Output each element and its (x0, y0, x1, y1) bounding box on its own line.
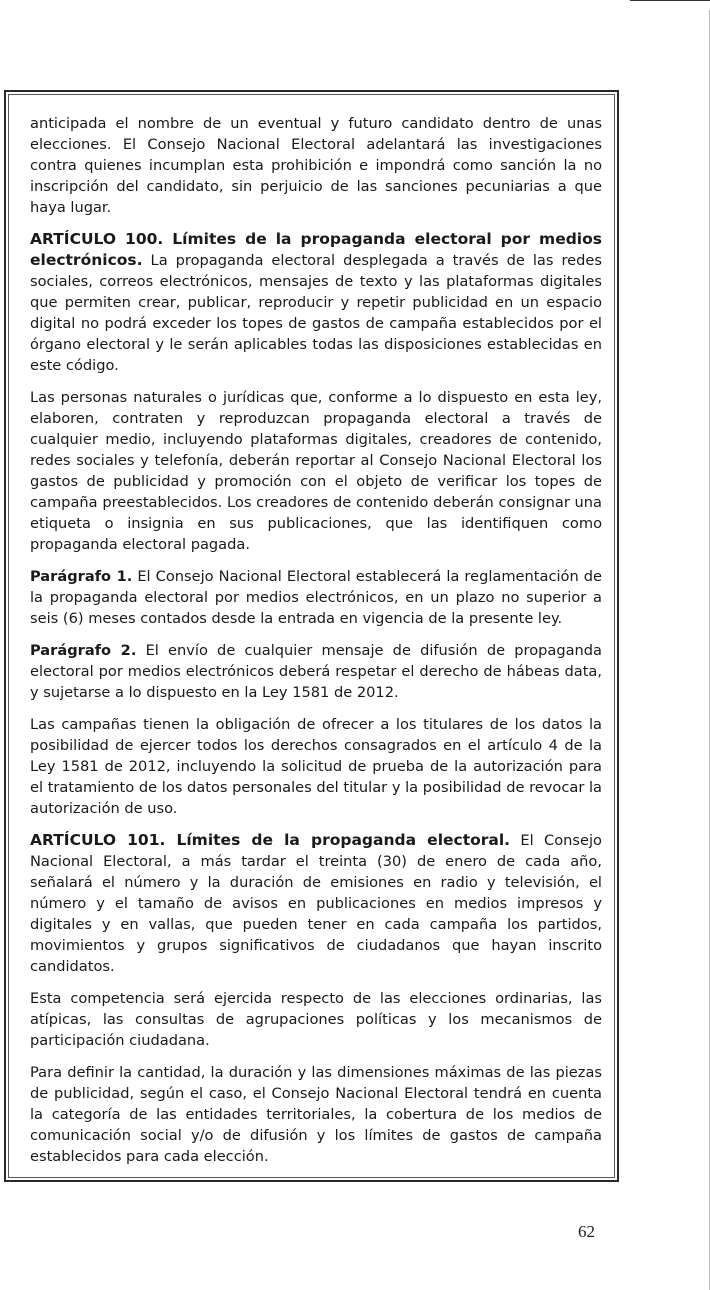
paragrafo-2 (30, 640, 602, 703)
paragrafo-1 (30, 566, 602, 629)
paragraph-competence: Esta competencia será ejercida respecto de las elecciones ordinarias, las atípicas, las consultas de agrupaciones políticas y los mecanismos de participación ciudadana. (30, 990, 602, 1049)
paragrafo-1-body: El Consejo Nacional Electoral establecerá la reglamentación de la propaganda electoral por medios electrónicos, en un plazo no superior a seis (6) meses contados desde la entrada en vigencia de la presente ley. (30, 568, 602, 627)
document-body (30, 113, 602, 1178)
top-rule (630, 0, 710, 1)
paragrafo-2-label: Parágrafo 2. (30, 642, 137, 659)
article-100-title: ARTÍCULO 100. Límites de la propaganda electoral por medios electrónicos. (30, 230, 602, 269)
paragraph-definitions: Para definir la cantidad, la duración y las dimensiones máximas de las piezas de publicidad, según el caso, el Consejo Nacional Electoral tendrá en cuenta la categoría de las entidades territoriales, la cobertura de los medios de comunicación social y/o de difusión y los límites de gastos de campaña establecidos para cada elección. (30, 1064, 602, 1165)
article-101 (30, 830, 602, 977)
paragraph-campaign-obligations: Las campañas tienen la obligación de ofrecer a los titulares de los datos la posibilidad de ejercer todos los derechos consagrados en el artículo 4 de la Ley 1581 de 2012, incluyendo la solicitud de prueba de la autorización para el tratamiento de los datos personales del titular y la posibilidad de revocar la autorización de uso. (30, 716, 602, 817)
article-101-body: El Consejo Nacional Electoral, a más tardar el treinta (30) de enero de cada año, señalará el número y la duración de emisiones en radio y televisión, el número y el tamaño de avisos en publicaciones en medios impresos y digitales y en vallas, que pueden tener en cada campaña los partidos, movimientos y grupos significativos de ciudadanos que hayan inscrito candidatos. (30, 832, 602, 975)
paragraph-continuation: anticipada el nombre de un eventual y futuro candidato dentro de unas elecciones. El Consejo Nacional Electoral adelantará las investigaciones contra quienes incumplan esta prohibición e impondrá como sanción la no inscripción del candidato, sin perjuicio de las sanciones pecuniarias a que haya lugar. (30, 115, 602, 216)
article-101-title: ARTÍCULO 101. Límites de la propaganda electoral. (30, 831, 511, 849)
article-100 (30, 229, 602, 376)
paragraph-reporting-obligation: Las personas naturales o jurídicas que, conforme a lo dispuesto en esta ley, elaboren, contraten y reproduzcan propaganda electoral a través de cualquier medio, incluyendo plataformas digitales, creadores de contenido, redes sociales y telefonía, deberán reportar al Consejo Nacional Electoral los gastos de publicidad y promoción con el objeto de verificar los topes de campaña preestablecidos. Los creadores de contenido deberán consignar una etiqueta o insignia en sus publicaciones, que las identifiquen como propaganda electoral pagada. (30, 389, 602, 553)
article-100-body: La propaganda electoral desplegada a través de las redes sociales, correos electrónicos, mensajes de texto y las plataformas digitales que permiten crear, publicar, reproducir y repetir publicidad en un espacio digital no podrá exceder los topes de gastos de campaña establecidos por el órgano electoral y le serán aplicables todas las disposiciones establecidas en este código. (30, 252, 602, 374)
page-number: 62 (578, 1222, 595, 1241)
paragrafo-1-label: Parágrafo 1. (30, 568, 133, 585)
paragrafo-2-body: El envío de cualquier mensaje de difusión de propaganda electoral por medios electrónicos deberá respetar el derecho de hábeas data, y sujetarse a lo dispuesto en la Ley 1581 de 2012. (30, 642, 602, 701)
